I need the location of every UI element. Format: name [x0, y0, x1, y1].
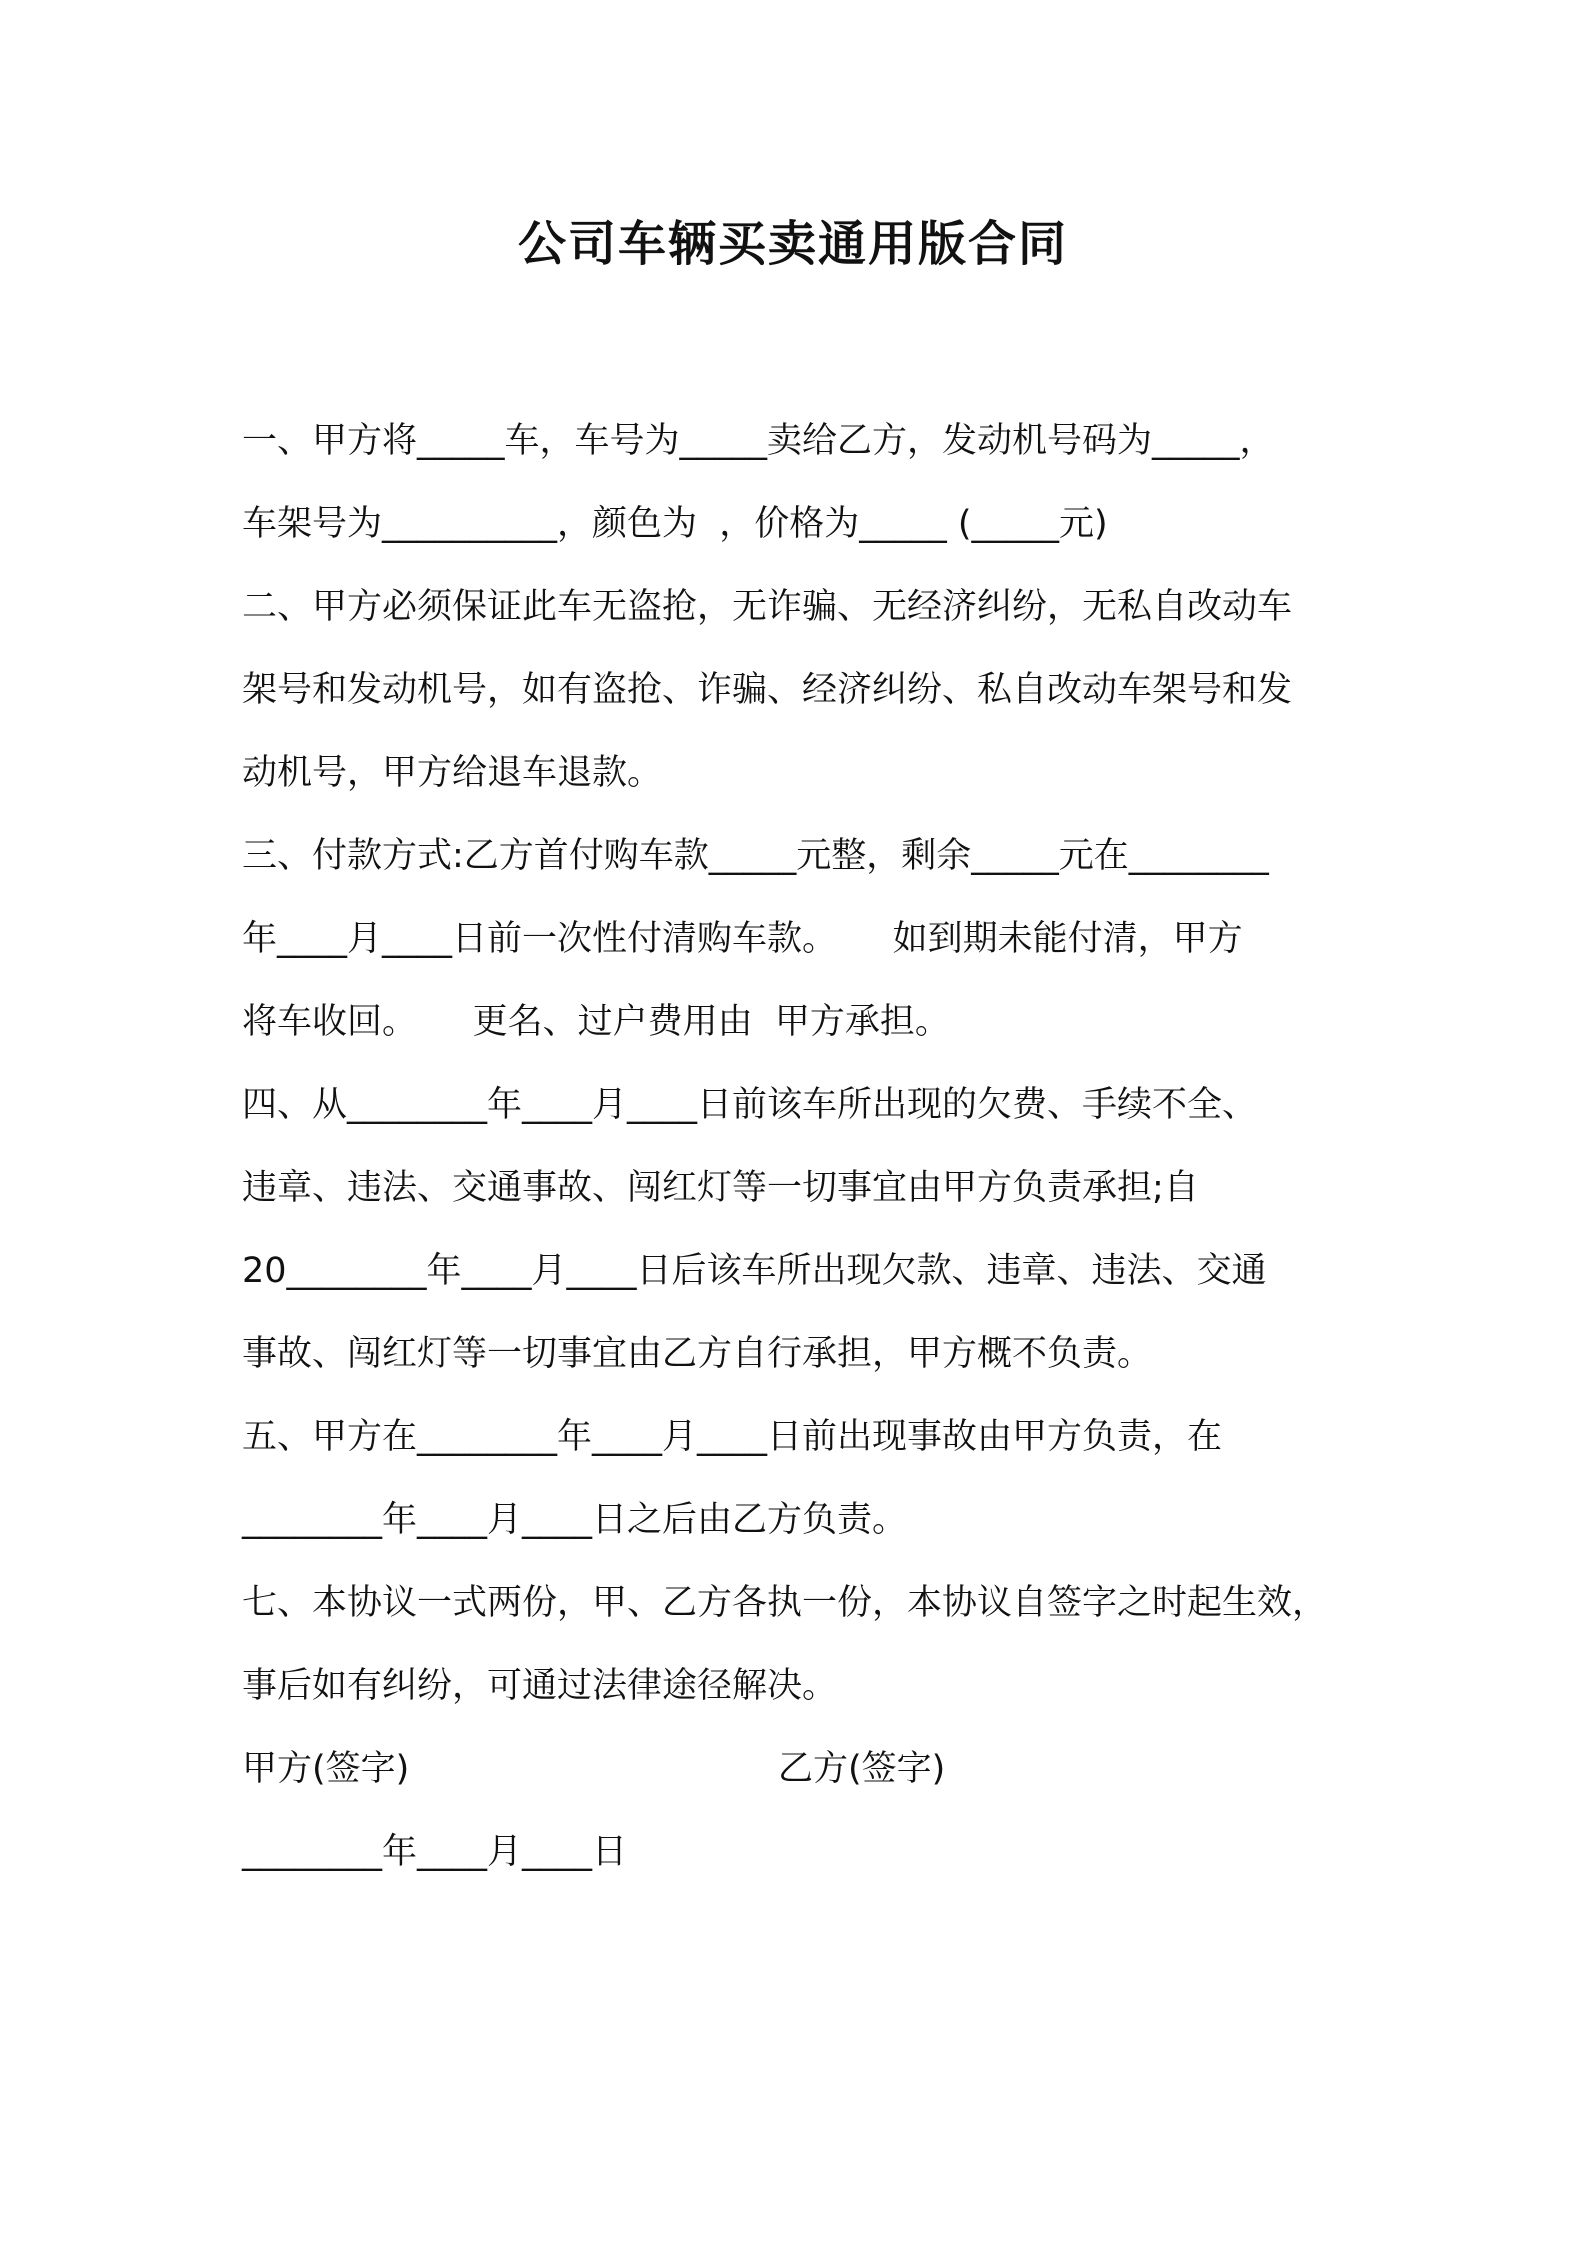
party-a-signature-label: 甲方(签字)	[242, 1749, 410, 1789]
signature-date-line: ________年____月____日	[242, 1832, 628, 1872]
clause-7-line-2: 事后如有纠纷，可通过法律途径解决。	[242, 1666, 838, 1706]
clause-4-line-3: 20________年____月____日后该车所出现欠款、违章、违法、交通	[242, 1251, 1267, 1291]
clause-1-line-1: 一、甲方将_____车，车号为_____卖给乙方，发动机号码为_____，	[242, 421, 1275, 461]
clause-4-line-2: 违章、违法、交通事故、闯红灯等一切事宜由甲方负责承担;自	[242, 1168, 1199, 1208]
clause-4-line-1: 四、从________年____月____日前该车所出现的欠费、手续不全、	[242, 1085, 1258, 1125]
clause-2-line-3: 动机号，甲方给退车退款。	[242, 753, 663, 793]
clause-5-line-1: 五、甲方在________年____月____日前出现事故由甲方负责，在	[242, 1417, 1223, 1457]
clause-1-line-2: 车架号为__________，颜色为 ，价格为_____ (_____元)	[242, 504, 1108, 544]
clause-3-line-3: 将车收回。 更名、过户费用由 甲方承担。	[242, 1002, 950, 1042]
clause-2-line-2: 架号和发动机号，如有盗抢、诈骗、经济纠纷、私自改动车架号和发	[242, 670, 1293, 710]
clause-3-line-1: 三、付款方式:乙方首付购车款_____元整，剩余_____元在________	[242, 836, 1269, 876]
party-b-signature-label: 乙方(签字)	[778, 1749, 946, 1789]
clause-3-line-2: 年____月____日前一次性付清购车款。 如到期未能付清，甲方	[242, 919, 1243, 959]
signature-row	[242, 1728, 1372, 1811]
page-title: 公司车辆买卖通用版合同	[517, 216, 1068, 272]
clause-4-line-4: 事故、闯红灯等一切事宜由乙方自行承担，甲方概不负责。	[242, 1334, 1153, 1374]
clause-2-line-1: 二、甲方必须保证此车无盗抢，无诈骗、无经济纠纷，无私自改动车	[242, 587, 1293, 627]
clause-5-line-2: ________年____月____日之后由乙方负责。	[242, 1500, 908, 1540]
clause-7-line-1: 七、本协议一式两份，甲、乙方各执一份，本协议自签字之时起生效，	[242, 1583, 1328, 1623]
contract-body	[242, 400, 1372, 1894]
